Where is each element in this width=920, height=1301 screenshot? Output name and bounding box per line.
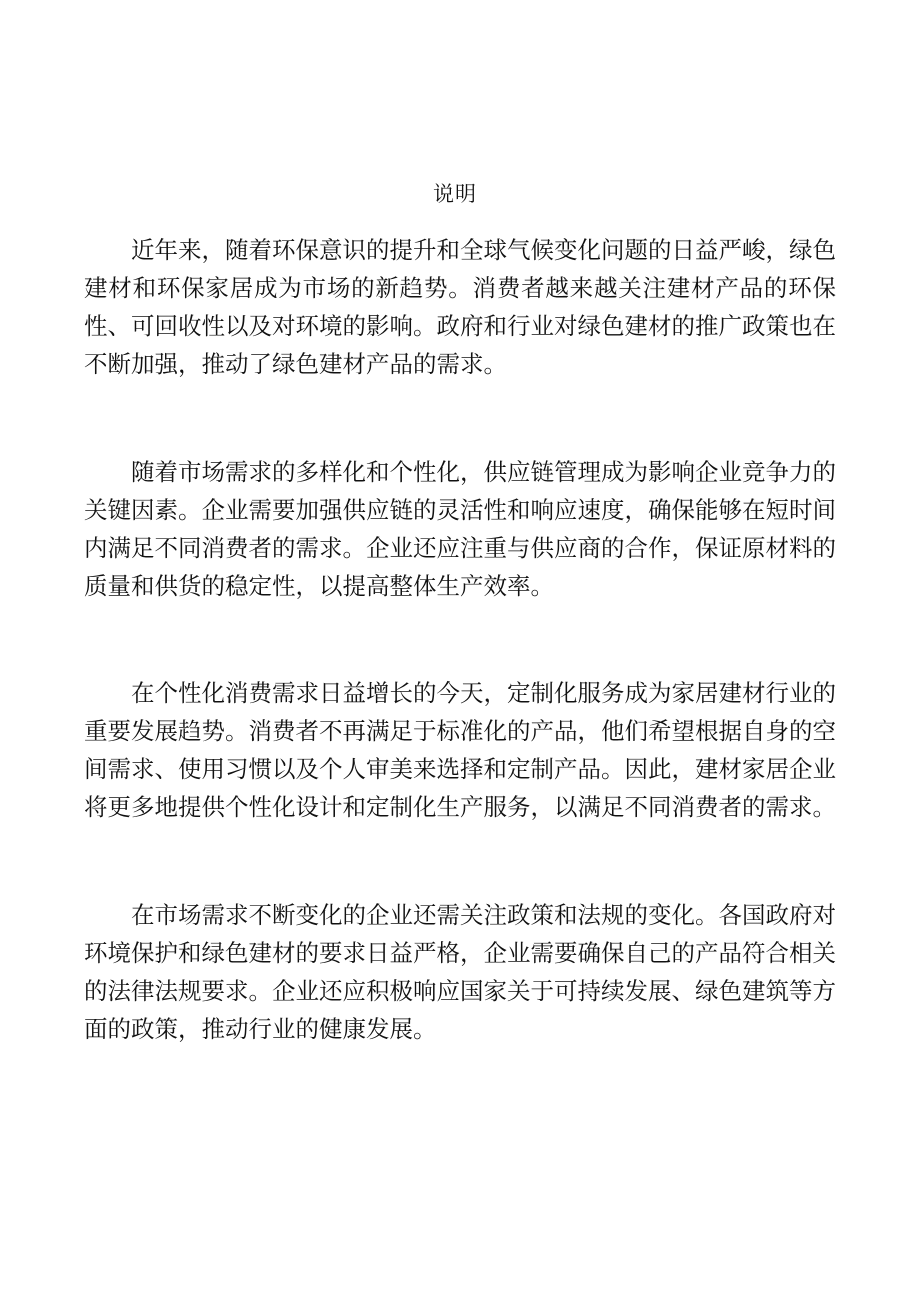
paragraph-1: 近年来，随着环保意识的提升和全球气候变化问题的日益严峻，绿色建材和环保家居成为市场的新趋势。消费者越来越关注建材产品的环保性、可回收性以及对环境的影响。政府和行业对绿色建材的推广政策也在不断加强，推动了绿色建材产品的需求。: [84, 236, 836, 378]
paragraph-3: 在个性化消费需求日益增长的今天，定制化服务成为家居建材行业的重要发展趋势。消费者不再满足于标准化的产品，他们希望根据自身的空间需求、使用习惯以及个人审美来选择和定制产品。因此，建材家居企业将更多地提供个性化设计和定制化生产服务，以满足不同消费者的需求。: [84, 679, 836, 821]
paragraph-2: 随着市场需求的多样化和个性化，供应链管理成为影响企业竞争力的关键因素。企业需要加强供应链的灵活性和响应速度，确保能够在短时间内满足不同消费者的需求。企业还应注重与供应商的合作，保证原材料的质量和供货的稳定性，以提高整体生产效率。: [84, 458, 836, 600]
page-title: 说明: [433, 182, 477, 206]
paragraph-4: 在市场需求不断变化的企业还需关注政策和法规的变化。各国政府对环境保护和绿色建材的要求日益严格，企业需要确保自己的产品符合相关的法律法规要求。企业还应积极响应国家关于可持续发展、绿色建筑等方面的政策，推动行业的健康发展。: [84, 901, 836, 1043]
